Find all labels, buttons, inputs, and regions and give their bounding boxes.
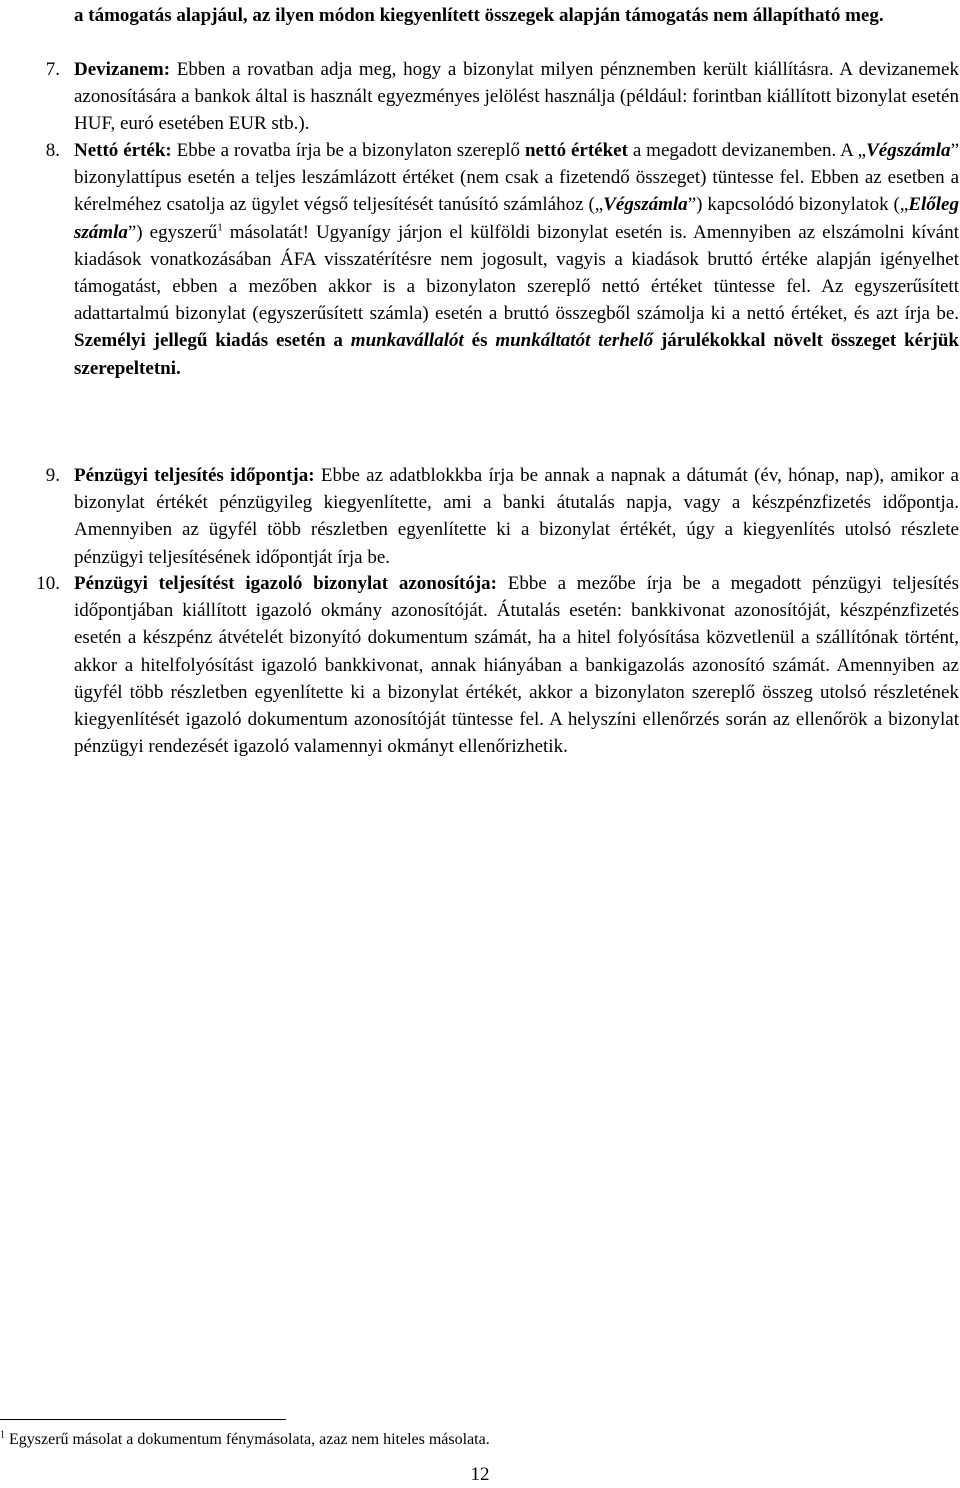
item-8-text-6: másolatát! Ugyanígy járjon el külföldi bizonylat esetén is. Amennyiben az elszámolni kívánt kiadások vonatkozásában ÁFA visszatérítésre nem jogosult, vagyis a kiadások bruttó értéke alapján igényelhet támogatást, ebben a mezőben akkor is a bizonylaton szereplő nettó értéket tüntesse fel. Az egyszerűsített adattartalmú bizonylat (egyszerűsített számla) esetén a bruttó összegből számolja ki a nettó értéket, és azt írja be. <box>74 221 960 325</box>
item-8-bold-italic-employee: munkavállalót <box>350 330 464 352</box>
item-9-text: Ebbe az adatblokkba írja be annak a napnak a dátumát (év, hónap, nap), amikor a bizonylat értékét pénzügyileg kiegyenlítette, ami a banki átutalás napja, vagy a készpénzfizetés időpontja. Amennyiben az ügyfél több részletben egyenlítette ki a bizonylat értékét, úgy a kiegyenlítés utolsó részlete pénzügyi teljesítésének időpontját írja be. <box>74 465 959 568</box>
item-7-paragraph <box>74 56 959 138</box>
item-8-bold-personal-3: járulékokkal növelt összeget kérjük szerepeltetni. <box>74 330 960 379</box>
intro-paragraph <box>74 2 959 29</box>
item-8-invoice-term-1: Végszámla <box>866 140 951 161</box>
item-10-title: Pénzügyi teljesítést igazoló bizonylat azonosítója: <box>74 573 498 594</box>
intro-text: a támogatás alapjául, az ilyen módon kiegyenlített összegek alapján támogatás nem állapítható meg. <box>74 5 884 26</box>
footnote-reference: 1 <box>217 221 223 234</box>
item-8-text-2: a megadott devizanemben. A „ <box>627 140 867 161</box>
item-8-bold-personal-1: Személyi jellegű kiadás esetén a <box>74 330 351 352</box>
item-8-number: 8. <box>45 140 60 161</box>
item-7-title: Devizanem: <box>74 59 171 80</box>
item-8-title: Nettó érték: <box>74 140 172 161</box>
page-number: 12 <box>470 1464 490 1485</box>
item-9-number: 9. <box>45 465 60 486</box>
footnote <box>0 1430 490 1450</box>
item-10-number: 10. <box>36 573 60 594</box>
item-8-bold-italic-employer: munkáltatót terhelő <box>495 330 654 352</box>
item-10-paragraph <box>74 570 959 760</box>
item-9-paragraph <box>74 462 959 571</box>
item-8-text-4: ”) kapcsolódó bizonylatok („ <box>687 194 909 216</box>
item-8-invoice-term-2: Végszámla <box>603 194 688 216</box>
item-8-paragraph <box>74 137 959 382</box>
item-8-text-3: ” bizonylattípus esetén a teljes leszámlázott értéket (nem csak a fizetendő összeget) tüntesse fel. Ebben az esetben a kérelméhez csatolja az ügylet végső teljesítését tanúsító számlához („ <box>74 140 959 216</box>
item-8-text-5: ”) egyszerű <box>127 221 218 243</box>
item-8-text-1: Ebbe a rovatba írja be a bizonylaton szereplő <box>171 140 525 161</box>
item-7-text: Ebben a rovatban adja meg, hogy a bizonylat milyen pénznemben került kiállításra. A devizanemek azonosítására a bankok által is használt egyezményes jelölést használja (például: forintban kiállított bizonylat esetén HUF, euró esetében EUR stb.). <box>74 59 959 135</box>
item-8-advance-invoice-term: Előleg számla <box>74 194 959 243</box>
item-7-number: 7. <box>45 59 60 80</box>
item-8-bold-net-value: nettó értéket <box>524 140 628 161</box>
item-10-text: Ebbe a mezőbe írja be a megadott pénzügyi teljesítés időpontjában kiállított igazoló okmány azonosítóját. Átutalás esetén: bankkivonat azonosítóját, készpénzfizetés esetén a készpénz átvételét bizonyító dokumentum számát, ha a hitel folyósítása közvetlenül a szállítónak történt, akkor a hitelfolyósítást igazoló bankkivonat, annak hiányában a bankigazolás azonosító számát. Amennyiben az ügyfél több részletben egyenlítette ki a bizonylat értékét, akkor a bizonylaton szereplő összeg utolsó részletének kiegyenlítését igazoló dokumentum azonosítóját tüntesse fel. A helyszíni ellenőrzés során az ellenőrök a bizonylat pénzügyi rendezését igazoló valamennyi okmányt ellenőrizhetik. <box>74 573 959 758</box>
footnote-mark: 1 <box>0 1429 5 1441</box>
item-8-bold-personal-2: és <box>463 330 496 352</box>
item-9-title: Pénzügyi teljesítés időpontja: <box>74 465 315 486</box>
footnote-text: Egyszerű másolat a dokumentum fénymásolata, azaz nem hiteles másolata. <box>5 1431 490 1448</box>
footnote-divider <box>0 1419 286 1420</box>
